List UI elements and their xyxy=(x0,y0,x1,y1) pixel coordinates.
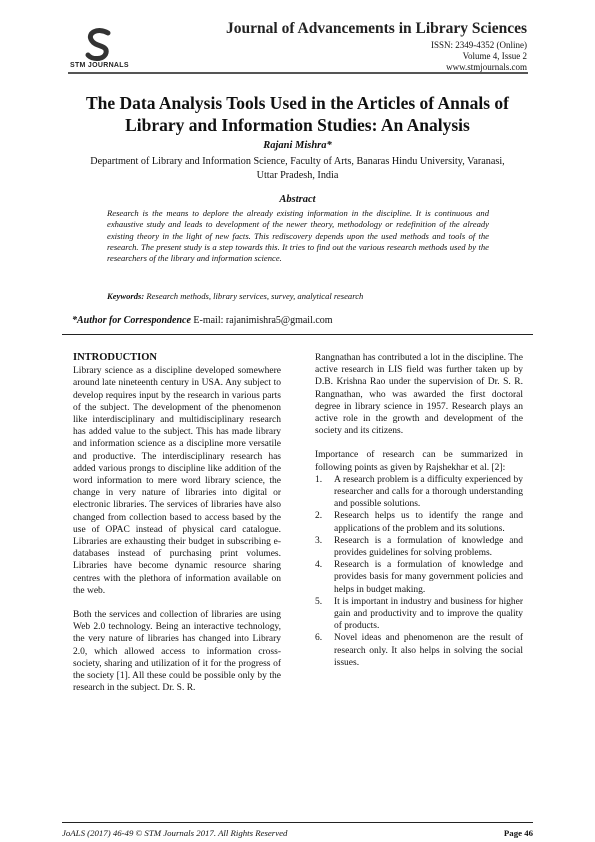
correspondence xyxy=(72,315,333,326)
list-item xyxy=(315,510,523,534)
list-number: 4. xyxy=(315,560,323,571)
list-text: It is important in industry and business for higher gain and productivity and to improve the quality of products. xyxy=(334,596,523,632)
issn: ISSN: 2349-4352 (Online) xyxy=(431,40,527,50)
list-item xyxy=(315,559,523,596)
article-title: The Data Analysis Tools Used in the Articles of Annals of Library and Information Studies: An Analysis xyxy=(86,93,509,135)
list-item xyxy=(315,474,523,511)
journal-url[interactable]: www.stmjournals.com xyxy=(446,62,527,72)
list-text: A research problem is a difficulty experienced by researcher and calls for a thorough understanding and possible solutions. xyxy=(334,474,523,510)
list-number: 3. xyxy=(315,535,323,546)
keywords-label: Keywords: xyxy=(107,291,145,301)
list-item xyxy=(315,535,523,559)
keywords-text: Research methods, library services, survey, analytical research xyxy=(146,291,364,301)
journal-title: Journal of Advancements in Library Sciences xyxy=(226,20,527,37)
list-text: Novel ideas and phenomenon are the result of research only. It also helps in solving the social issues. xyxy=(334,633,523,668)
journal-meta xyxy=(431,40,527,73)
list-text: Research is a formulation of knowledge and provides basis for many government policies and helps in budget making. xyxy=(334,560,523,595)
right-column xyxy=(315,352,523,669)
divider xyxy=(62,334,533,335)
keywords xyxy=(107,291,489,301)
volume-issue: Volume 4, Issue 2 xyxy=(462,51,527,61)
list-number: 6. xyxy=(315,633,323,644)
abstract-text: Research is the means to deplore the already existing information in the discipline. It is continuous and exhaustive study and leads to development of the newer theory, methodology or redefinition of the already existing theory in the light of new facts. This rediscovery depends upon the used methods and tools of the research. The present study is a step towards this. It tries to find out the various research methods used by the researchers of the library and information science. xyxy=(107,208,489,264)
list-item xyxy=(315,632,523,669)
page-number: Page 46 xyxy=(503,828,533,838)
paragraph: Both the services and collection of libraries are using Web 2.0 technology. Being an interactive technology, the very nature of libraries has changed into Library 2.0, which allowed access to information cross-society, sharing and utilization of it for the progress of the society [1]. All these could be possible only by the research in the subject. Dr. S. R. xyxy=(73,610,281,694)
author-name: Rajani Mishra* xyxy=(263,140,332,151)
list-number: 5. xyxy=(315,596,323,607)
list-number: 1. xyxy=(315,474,323,485)
paragraph: Importance of research can be summarized in following points as given by Rajshekhar et al. [2]: xyxy=(315,450,523,473)
list-item xyxy=(315,596,523,633)
list-text: Research is a formulation of knowledge and provides guidelines for solving problems. xyxy=(334,535,523,559)
stm-logo-icon xyxy=(68,27,138,67)
abstract-heading: Abstract xyxy=(279,194,316,205)
correspondence-email[interactable]: E-mail: rajanimishra5@gmail.com xyxy=(193,315,333,326)
logo-text: STM JOURNALS xyxy=(70,62,129,69)
importance-list xyxy=(315,474,523,669)
list-number: 2. xyxy=(315,511,323,522)
author-affiliation: Department of Library and Information Science, Faculty of Arts, Banaras Hindu University, Varanasi, Uttar Pradesh, India xyxy=(90,156,505,181)
list-text: Research helps us to identify the range and applications of the problem and its solutions. xyxy=(334,511,523,534)
correspondence-label: *Author for Correspondence xyxy=(72,315,191,326)
left-column xyxy=(73,352,281,706)
section-heading-introduction: INTRODUCTION xyxy=(73,352,158,363)
footer-citation: JoALS (2017) 46-49 © STM Journals 2017. All Rights Reserved xyxy=(62,828,288,838)
paragraph: Rangnathan has contributed a lot in the discipline. The active research in LIS field was further taken up by D.B. Krishna Rao under the supervision of Dr. S. R. Rangnathan, who was awarded the first doctoral degree in library science in 1957. Research plays an active role in the growth and development of the society and its citizens. xyxy=(315,353,523,437)
footer-rule xyxy=(62,822,533,823)
paragraph: Library science as a discipline developed somewhere around late nineteenth century in USA. Any subject to develop requires input by the research in various parts of the subject. The development of the phenomenon like interdisciplinary and multidisciplinary research has added value to the subject. This has made library and information science as a discipline more versatile and productive. The interdisciplinary research has added various prongs to discipline like addition of the word information to mere word library science, the change in very nature of libraries into digital or electronic libraries. The services of libraries have also changed from collection based to access based by the use of OPAC instead of physical card catalogue. Libraries are exhausting their budget in subscribing e-databases instead of purchasing print volumes. Libraries have become dynamic resource sharing centres with the plethora of information available on the web. xyxy=(73,366,281,596)
